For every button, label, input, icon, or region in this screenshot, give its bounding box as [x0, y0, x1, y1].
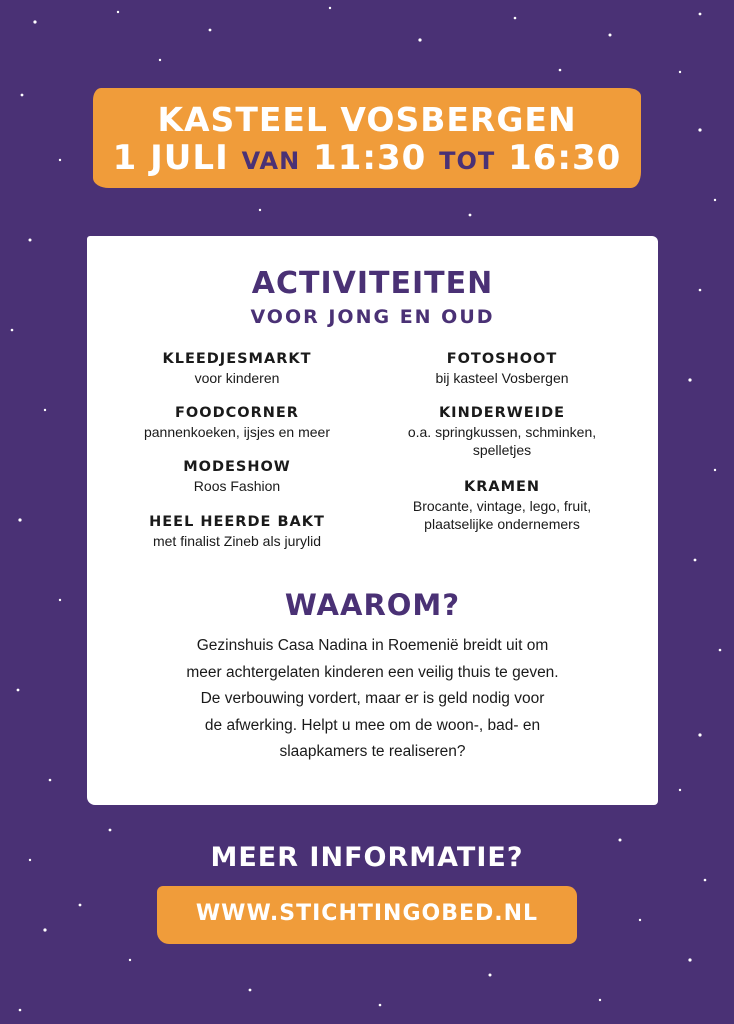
activity-item	[117, 350, 357, 387]
activity-description: Roos Fashion	[193, 478, 281, 494]
activity-description: voor kinderen	[194, 370, 280, 386]
more-info-heading: MEER INFORMATIE?	[210, 842, 524, 873]
activity-name: MODESHOW	[183, 459, 291, 475]
activity-description: bij kasteel Vosbergen	[435, 370, 569, 386]
why-line: slaapkamers te realiseren?	[279, 743, 466, 760]
why-line: De verbouwing vordert, maar er is geld nodig voor	[200, 690, 545, 707]
venue-title: KASTEEL VOSBERGEN	[157, 100, 577, 139]
why-paragraph	[127, 633, 618, 766]
activity-name: KINDERWEIDE	[438, 405, 566, 421]
activities-subtitle: VOOR JONG EN OUD	[250, 306, 495, 328]
activity-item	[377, 404, 627, 459]
why-line: de afwerking. Helpt u mee om de woon-, bad- en	[204, 716, 541, 734]
why-line: meer achtergelaten kinderen een veilig thuis te geven.	[186, 663, 559, 681]
activity-item	[377, 478, 627, 533]
activity-description: met finalist Zineb als jurylid	[152, 533, 322, 549]
event-date: 1 JULI	[112, 138, 229, 178]
tot-label: TOT	[439, 147, 496, 175]
activity-name: FOODCORNER	[175, 405, 299, 421]
activities-title: ACTIVITEITEN	[251, 266, 494, 301]
activity-item	[377, 350, 627, 387]
activity-item	[117, 404, 357, 441]
activity-description: o.a. springkussen, schminken,	[407, 424, 597, 440]
activity-description: plaatselijke ondernemers	[424, 516, 580, 532]
date-banner	[93, 88, 641, 188]
activity-item	[117, 458, 357, 495]
activity-name: FOTOSHOOT	[446, 351, 558, 367]
activity-name: HEEL HEERDE BAKT	[149, 514, 325, 530]
activity-name: KLEEDJESMARKT	[162, 351, 312, 367]
end-time: 16:30	[508, 138, 622, 178]
activity-name: KRAMEN	[463, 479, 541, 495]
website-link-box[interactable]	[157, 886, 577, 944]
activity-item	[117, 513, 357, 550]
date-time-line	[93, 138, 641, 178]
van-label: VAN	[241, 147, 301, 175]
start-time: 11:30	[313, 138, 427, 178]
activity-description: Brocante, vintage, lego, fruit,	[412, 498, 592, 514]
activity-description: spelletjes	[472, 442, 532, 458]
activity-description: pannenkoeken, ijsjes en meer	[143, 424, 330, 440]
activities-card	[87, 236, 658, 805]
website-link[interactable]: WWW.STICHTINGOBED.NL	[195, 901, 539, 926]
why-title: WAAROM?	[284, 588, 461, 622]
why-line: Gezinshuis Casa Nadina in Roemenië breidt uit om	[196, 637, 549, 654]
